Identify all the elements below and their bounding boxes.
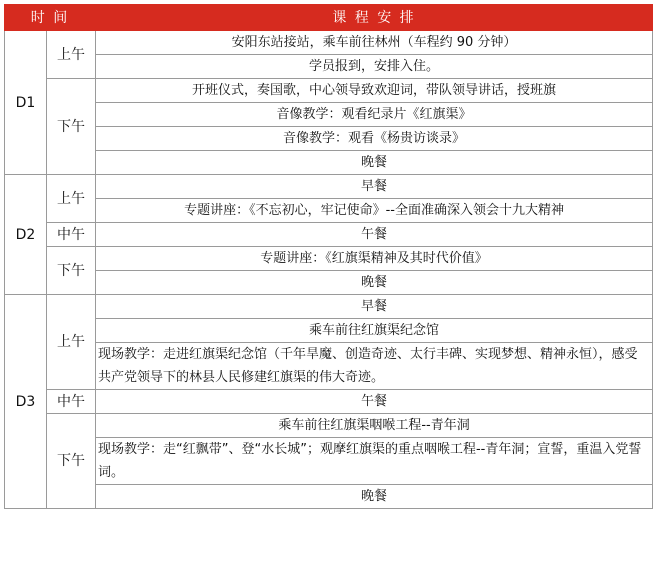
slot-label: 下午 [47, 79, 96, 175]
activity-cell: 学员报到，安排入住。 [96, 55, 653, 79]
activity-cell: 专题讲座：《不忘初心，牢记使命》--全面准确深入领会十九大精神 [96, 199, 653, 223]
activity-cell: 晚餐 [96, 271, 653, 295]
slot-label: 中午 [47, 390, 96, 414]
slot-label: 上午 [47, 31, 96, 79]
table-row [5, 390, 653, 414]
activity-cell: 午餐 [96, 390, 653, 414]
table-row [5, 175, 653, 199]
time-header: 时 间 [5, 5, 96, 31]
slot-label: 下午 [47, 414, 96, 509]
table-row [5, 414, 653, 438]
schedule-header: 课 程 安 排 [96, 5, 653, 31]
table-row [5, 151, 653, 175]
day-label: D1 [5, 31, 47, 175]
table-row [5, 223, 653, 247]
table-row [5, 247, 653, 271]
table-row [5, 319, 653, 343]
table-row [5, 199, 653, 223]
slot-label: 下午 [47, 247, 96, 295]
table-row [5, 343, 653, 390]
slot-label: 上午 [47, 175, 96, 223]
activity-cell: 乘车前往红旗渠咽喉工程--青年洞 [96, 414, 653, 438]
table-row [5, 127, 653, 151]
table-row [5, 485, 653, 509]
table-row [5, 79, 653, 103]
activity-cell: 午餐 [96, 223, 653, 247]
header-row [5, 5, 653, 31]
table-row [5, 271, 653, 295]
table-row [5, 31, 653, 55]
schedule-table [4, 4, 653, 509]
activity-cell: 晚餐 [96, 485, 653, 509]
slot-label: 中午 [47, 223, 96, 247]
table-row [5, 55, 653, 79]
slot-label: 上午 [47, 295, 96, 390]
activity-cell: 安阳东站接站，乘车前往林州（车程约 90 分钟） [96, 31, 653, 55]
day-label: D3 [5, 295, 47, 509]
activity-cell: 晚餐 [96, 151, 653, 175]
activity-cell: 现场教学：走进红旗渠纪念馆（千年旱魔、创造奇迹、太行丰碑、实现梦想、精神永恒），感受共产党领导下的林县人民修建红旗渠的伟大奇迹。 [96, 343, 653, 390]
table-row [5, 295, 653, 319]
day-label: D2 [5, 175, 47, 295]
activity-cell: 乘车前往红旗渠纪念馆 [96, 319, 653, 343]
table-row [5, 103, 653, 127]
table-row [5, 438, 653, 485]
activity-cell: 专题讲座：《红旗渠精神及其时代价值》 [96, 247, 653, 271]
activity-cell: 早餐 [96, 175, 653, 199]
activity-cell: 现场教学：走“红飘带”、登“水长城”；观摩红旗渠的重点咽喉工程--青年洞；宣誓，重温入党誓词。 [96, 438, 653, 485]
activity-cell: 音像教学：观看《杨贵访谈录》 [96, 127, 653, 151]
activity-cell: 早餐 [96, 295, 653, 319]
activity-cell: 音像教学：观看纪录片《红旗渠》 [96, 103, 653, 127]
activity-cell: 开班仪式，奏国歌，中心领导致欢迎词，带队领导讲话，授班旗 [96, 79, 653, 103]
